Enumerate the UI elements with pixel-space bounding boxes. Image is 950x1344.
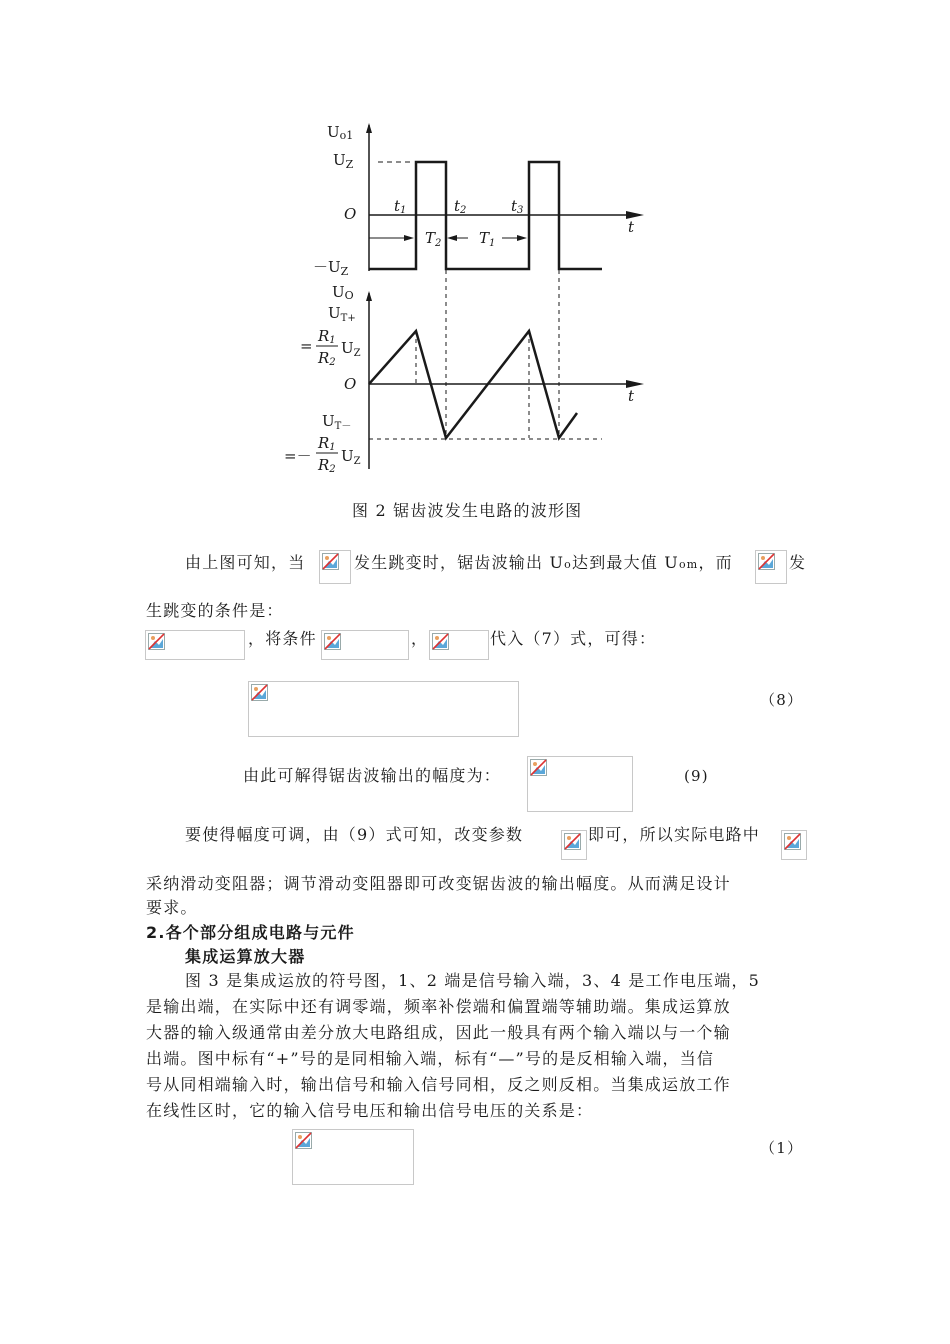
- para1-text-a: 由上图可知，当: [185, 553, 306, 572]
- waveform-figure: [280, 115, 660, 475]
- broken-image-icon: [251, 684, 268, 701]
- inline-image: [755, 550, 787, 584]
- inline-image: [321, 630, 409, 660]
- top-y-label: Uo1: [327, 123, 354, 142]
- eq9-text: 由此可解得锯齿波输出的幅度为：: [243, 766, 502, 785]
- cond-text-a: ，将条件: [248, 629, 317, 648]
- broken-image-icon: [758, 553, 775, 570]
- broken-image-icon: [564, 833, 581, 850]
- body-line: 号从同相端输入时，输出信号和输入信号同相，反之则反相。当集成运放工作: [146, 1075, 731, 1094]
- T1-label: $T_1$: [479, 229, 496, 249]
- body-line: 出端。图中标有“+”号的是同相输入端，标有“—”号的是反相输入端，当信: [146, 1049, 715, 1068]
- para1-text-e: 发: [789, 553, 807, 572]
- bottom-y-arrow: [366, 291, 372, 301]
- broken-image-icon: [322, 553, 339, 570]
- body-line: 大器的输入级通常由差分放大电路组成，因此一般具有两个输入端以与一个输: [146, 1023, 731, 1042]
- para1-sub-om: om: [678, 558, 699, 571]
- uz-plus: $U_Z$: [341, 339, 361, 359]
- para1-text-d: ，而: [698, 553, 733, 572]
- uz-minus: $U_Z$: [341, 447, 361, 467]
- broken-image-icon: [530, 759, 547, 776]
- r1-plus: R1: [318, 327, 336, 346]
- subsection-title: 集成运算放大器: [185, 947, 306, 966]
- cond-text-b: ，: [411, 629, 429, 648]
- inline-image: [145, 630, 245, 660]
- equation-1-image: [292, 1129, 414, 1185]
- ut-plus-label: $U_{T+}$: [328, 304, 356, 324]
- broken-image-icon: [432, 633, 449, 650]
- bottom-origin-label: O: [344, 375, 357, 393]
- para1-line2: 生跳变的条件是：: [146, 601, 284, 620]
- t2-label: t2: [454, 197, 467, 216]
- broken-image-icon: [295, 1132, 312, 1149]
- cond-text-c: 代入（7）式，可得：: [490, 629, 657, 648]
- top-t-axis-label: t: [628, 218, 635, 236]
- body-line: 是输出端，在实际中还有调零端，频率补偿端和偏置端等辅助端。集成运算放: [146, 997, 731, 1016]
- t3-label: t3: [511, 197, 524, 216]
- r2-minus: R2: [318, 456, 336, 475]
- para2-text-b: 即可，所以实际电路中: [588, 825, 761, 844]
- para2-line3: 要求。: [146, 898, 198, 917]
- ut-minus-label: $U_{T-}$: [322, 412, 352, 432]
- T2-label: $T_2$: [425, 229, 442, 249]
- eq-plus-prefix: =: [300, 337, 313, 355]
- equation-8-image: [248, 681, 519, 737]
- bottom-t-axis-label: t: [628, 387, 635, 405]
- body-line: 在线性区时，它的输入信号电压和输出信号电压的关系是：: [146, 1101, 594, 1120]
- para1-sub-o: o: [564, 558, 572, 571]
- body-line: 图 3 是集成运放的符号图，1、2 端是信号输入端，3、4 是工作电压端，5: [185, 971, 761, 990]
- para1-text-c: 达到最大值 U: [572, 553, 679, 572]
- top-neg-uz-label: $-U_Z$: [313, 258, 349, 278]
- broken-image-icon: [148, 633, 165, 650]
- equation-9-image: [527, 756, 633, 812]
- broken-image-icon: [784, 833, 801, 850]
- equation-1-label: （1）: [760, 1139, 804, 1157]
- equation-9-label: (9): [684, 767, 709, 785]
- broken-image-icon: [324, 633, 341, 650]
- r1-minus: R1: [318, 434, 336, 453]
- inline-image: [781, 830, 807, 860]
- bottom-y-label: UO: [332, 283, 354, 302]
- inline-image: [429, 630, 489, 660]
- equation-8-label: （8）: [760, 691, 804, 709]
- figure-caption: 图 2 锯齿波发生电路的波形图: [352, 501, 583, 520]
- t1-label: t1: [394, 197, 407, 216]
- inline-image: [319, 550, 351, 584]
- top-origin-label: O: [344, 205, 357, 223]
- para2-text-a: 要使得幅度可调，由（9）式可知，改变参数: [185, 825, 524, 844]
- r2-plus: R2: [318, 349, 336, 368]
- inline-image: [561, 830, 587, 860]
- top-uz-label: $U_Z$: [333, 151, 354, 171]
- para1-text-b: 发生跳变时，锯齿波输出 U: [354, 553, 565, 572]
- eq-minus-prefix: =－: [284, 447, 312, 465]
- para2-line2: 采纳滑动变阻器；调节滑动变阻器即可改变锯齿波的输出幅度。从而满足设计: [146, 874, 731, 893]
- top-y-arrow: [366, 123, 372, 133]
- section-title: 2.各个部分组成电路与元件: [146, 923, 355, 942]
